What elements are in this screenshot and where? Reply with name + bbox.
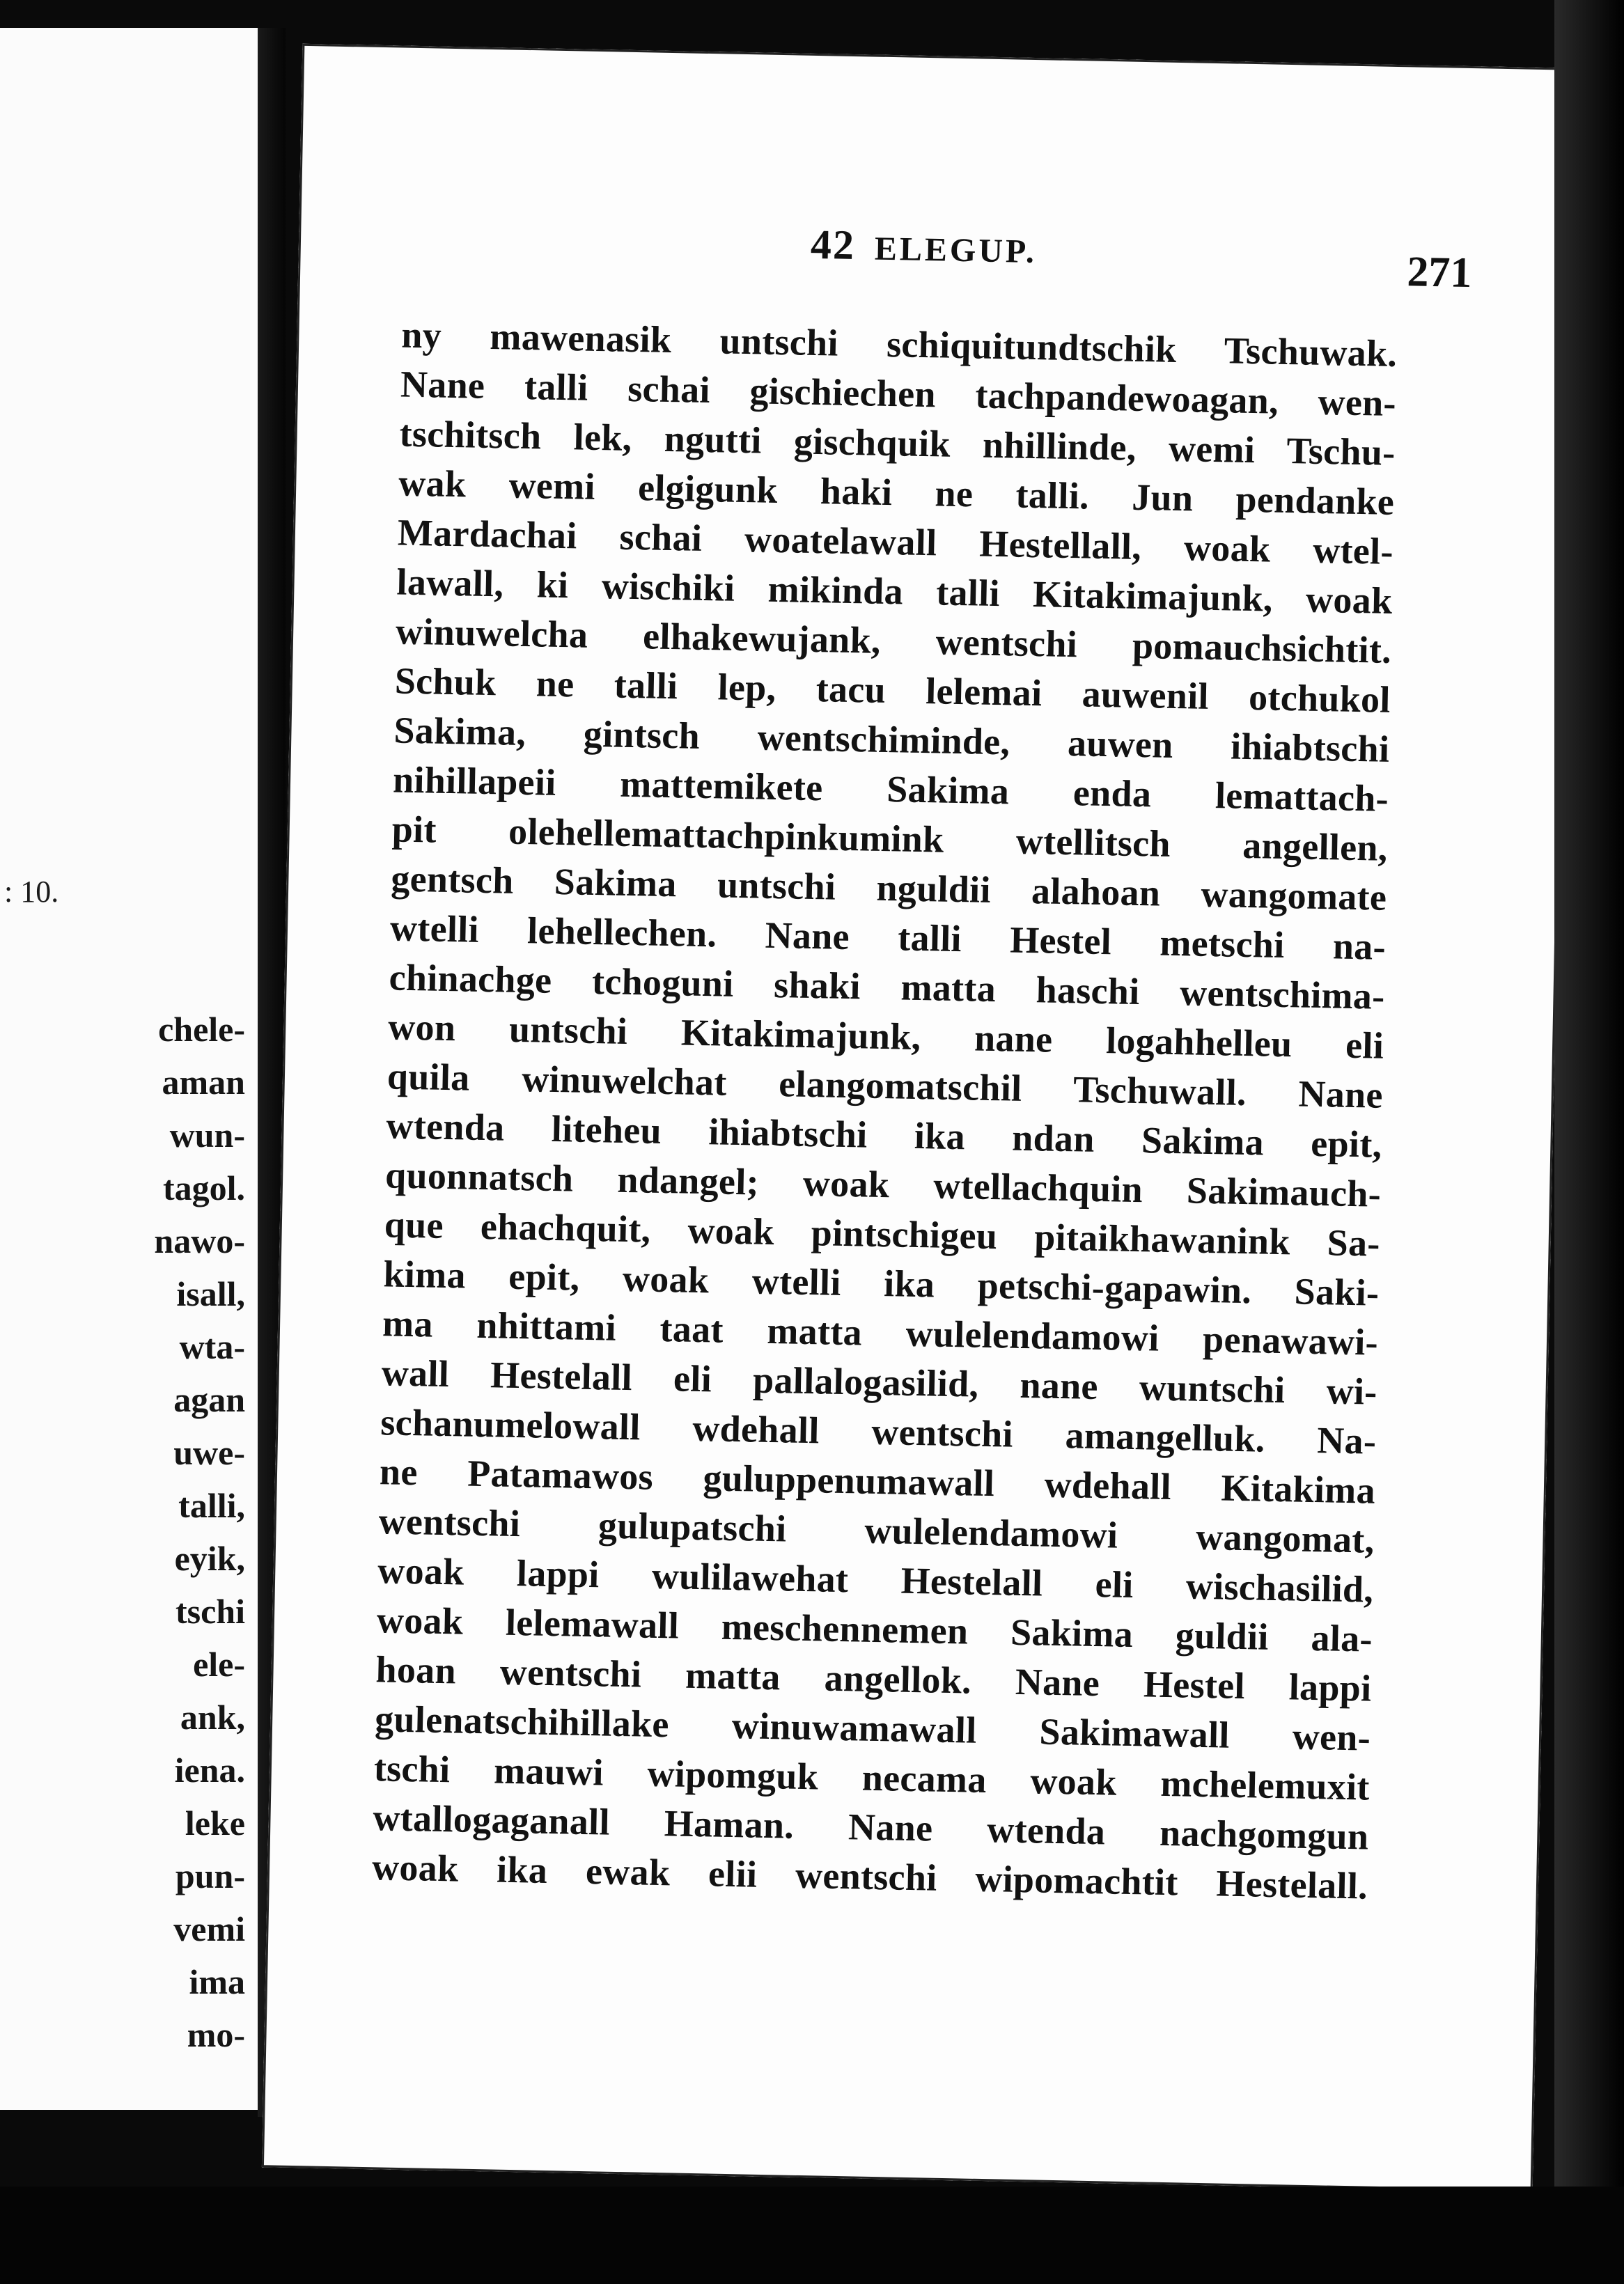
text-line: que ehachquit, woak pintschigeu pitaikhawanink Sa- bbox=[384, 1203, 1381, 1265]
line-fragment: isall, bbox=[176, 1274, 245, 1313]
line-fragment: leke bbox=[185, 1804, 245, 1843]
text-line: ny mawenasik untschi schiquitundtschik Tschuwak. bbox=[400, 313, 1398, 375]
line-fragment: tagol. bbox=[162, 1168, 245, 1207]
text-line: woak ika ewak elii wentschi wipomachtit Hestelall. bbox=[371, 1846, 1368, 1907]
line-fragment: agan bbox=[173, 1380, 245, 1419]
text-line: tschi mauwi wipomguk necama woak mchelemuxit bbox=[373, 1747, 1371, 1808]
text-line: schanumelowall wdehall wentschi amangelluk. Na- bbox=[380, 1401, 1377, 1462]
previous-page-line-ends bbox=[154, 1003, 245, 2061]
text-line: woak lappi wulilawehat Hestelall eli wischasilid, bbox=[377, 1549, 1374, 1611]
text-line: Mardachai schai woatelawall Hestellall, woak wtel- bbox=[397, 511, 1394, 572]
line-fragment: tschi bbox=[175, 1592, 245, 1631]
chapter-number: 42 bbox=[810, 221, 856, 269]
line-fragment: iena. bbox=[174, 1751, 245, 1790]
text-line: wtenda liteheu ihiabtschi ika ndan Sakima epit, bbox=[386, 1104, 1382, 1166]
text-line: won untschi Kitakimajunk, nane logahhelleu eli bbox=[387, 1006, 1384, 1067]
text-line: Sakima, gintsch wentschiminde, auwen ihiabtschi bbox=[393, 709, 1390, 770]
page-number: 271 bbox=[1406, 248, 1473, 297]
text-line: ne Patamawos guluppenumawall wdehall Kitakima bbox=[379, 1450, 1376, 1512]
text-line: woak lelemawall meschennemen Sakima guldii ala- bbox=[376, 1599, 1373, 1660]
text-line: wak wemi elgigunk haki ne talli. Jun pendanke bbox=[398, 462, 1395, 523]
line-fragment: aman bbox=[162, 1063, 245, 1102]
scan-edge-shadow bbox=[1554, 0, 1624, 2284]
text-line: winuwelcha elhakewujank, wentschi pomauchsichtit. bbox=[395, 610, 1392, 671]
text-line: gulenatschihillake winuwamawall Sakimawall wen- bbox=[374, 1698, 1371, 1759]
line-fragment: mo- bbox=[187, 2015, 245, 2054]
line-fragment: wta- bbox=[179, 1327, 245, 1366]
text-line: wentschi gulupatschi wulelendamowi wangomat, bbox=[378, 1500, 1375, 1561]
text-line: pit olehellemattachpinkumink wtellitsch angellen, bbox=[391, 808, 1389, 869]
text-line: gentsch Sakima untschi nguldii alahoan wangomate bbox=[390, 857, 1387, 918]
previous-page-fragment bbox=[0, 28, 262, 2110]
body-text bbox=[372, 311, 1398, 1911]
text-line: quila winuwelchat elangomatschil Tschuwall. Nane bbox=[387, 1055, 1384, 1116]
text-line: wtelli lehellechen. Nane talli Hestel metschi na- bbox=[389, 907, 1387, 968]
text-line: ma nhittami taat matta wulelendamowi penawawi- bbox=[382, 1302, 1379, 1363]
line-fragment: vemi bbox=[173, 1909, 245, 1948]
running-head bbox=[810, 221, 1037, 273]
text-line: quonnatsch ndangel; woak wtellachquin Sakimauch- bbox=[384, 1154, 1382, 1215]
verse-reference: : 10. bbox=[4, 875, 59, 909]
line-fragment: wun- bbox=[169, 1116, 245, 1155]
scan-bottom-shadow bbox=[0, 2187, 1624, 2284]
text-line: hoan wentschi matta angellok. Nane Hestel lappi bbox=[375, 1648, 1372, 1710]
text-line: Schuk ne talli lep, tacu lelemai auwenil otchukol bbox=[394, 659, 1391, 721]
text-line: chinachge tchoguni shaki matta haschi wentschima- bbox=[389, 956, 1386, 1017]
line-fragment: ank, bbox=[180, 1698, 245, 1737]
line-fragment: nawo- bbox=[154, 1221, 245, 1260]
line-fragment: pun- bbox=[175, 1856, 245, 1895]
line-fragment: talli, bbox=[178, 1486, 245, 1525]
line-fragment: ele- bbox=[193, 1645, 245, 1684]
book-page bbox=[262, 44, 1573, 2191]
line-fragment: ima bbox=[189, 1962, 245, 2001]
line-fragment: eyik, bbox=[174, 1539, 245, 1578]
line-fragment: uwe- bbox=[173, 1433, 245, 1472]
text-line: wall Hestelall eli pallalogasilid, nane wuntschi wi- bbox=[381, 1352, 1378, 1413]
text-line: lawall, ki wischiki mikinda talli Kitakimajunk, woak bbox=[396, 561, 1393, 622]
text-line: Nane talli schai gischiechen tachpandewoagan, wen- bbox=[400, 363, 1397, 425]
text-line: wtallogaganall Haman. Nane wtenda nachgomgun bbox=[372, 1797, 1369, 1858]
text-line: kima epit, woak wtelli ika petschi-gapawin. Saki- bbox=[382, 1253, 1380, 1314]
running-head-title: ELEGUP. bbox=[874, 230, 1038, 271]
line-fragment: chele- bbox=[158, 1010, 245, 1049]
text-line: nihillapeii mattemikete Sakima enda lemattach- bbox=[392, 758, 1389, 820]
text-line: tschitsch lek, ngutti gischquik nhillinde, wemi Tschu- bbox=[399, 412, 1396, 474]
